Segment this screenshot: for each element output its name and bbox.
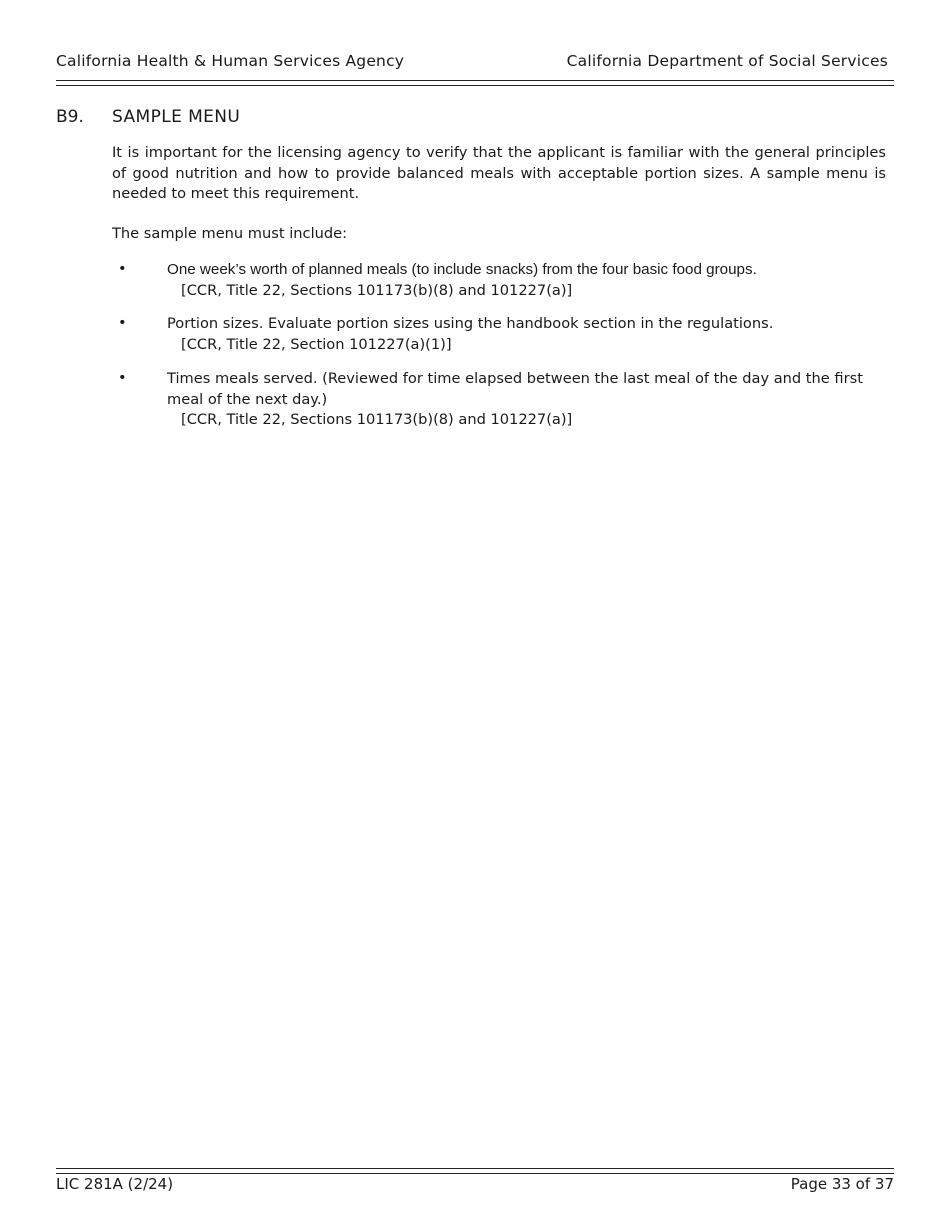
list-item-1 — [167, 260, 887, 301]
form-id: LIC 281A (2/24) — [56, 1175, 174, 1193]
list-item-1-text: One week’s worth of planned meals (to include snacks) from the four basic food groups. — [167, 261, 757, 278]
list-item-2 — [167, 314, 887, 355]
intro-paragraph: It is important for the licensing agency to verify that the applicant is familiar with the general principles of good nutrition and how to provide balanced meals with acceptable portion sizes. A sample menu is needed to meet this requirement. — [112, 144, 886, 202]
bullet-3: • — [118, 369, 127, 386]
list-item-1-citation: [CCR, Title 22, Sections 101173(b)(8) and 101227(a)] — [181, 281, 573, 299]
list-item-2-citation: [CCR, Title 22, Section 101227(a)(1)] — [181, 335, 452, 353]
bullet-1: • — [118, 260, 127, 277]
footer-divider — [56, 1168, 894, 1174]
bullet-2: • — [118, 314, 127, 331]
list-item-3-text: Times meals served. (Reviewed for time elapsed between the last meal of the day and the first meal of the next day.) — [167, 370, 863, 408]
list-item-3 — [167, 369, 887, 431]
header-divider — [56, 80, 894, 86]
list-item-3-citation: [CCR, Title 22, Sections 101173(b)(8) and 101227(a)] — [181, 411, 573, 428]
department-name: California Department of Social Services — [566, 52, 888, 70]
agency-name: California Health & Human Services Agency — [56, 52, 405, 70]
page-number: Page 33 of 37 — [790, 1175, 894, 1193]
section-title: SAMPLE MENU — [112, 107, 241, 127]
list-item-2-text: Portion sizes. Evaluate portion sizes using the handbook section in the regulations. — [167, 315, 774, 332]
list-lead-in: The sample menu must include: — [112, 225, 348, 242]
section-number: B9. — [56, 107, 84, 127]
